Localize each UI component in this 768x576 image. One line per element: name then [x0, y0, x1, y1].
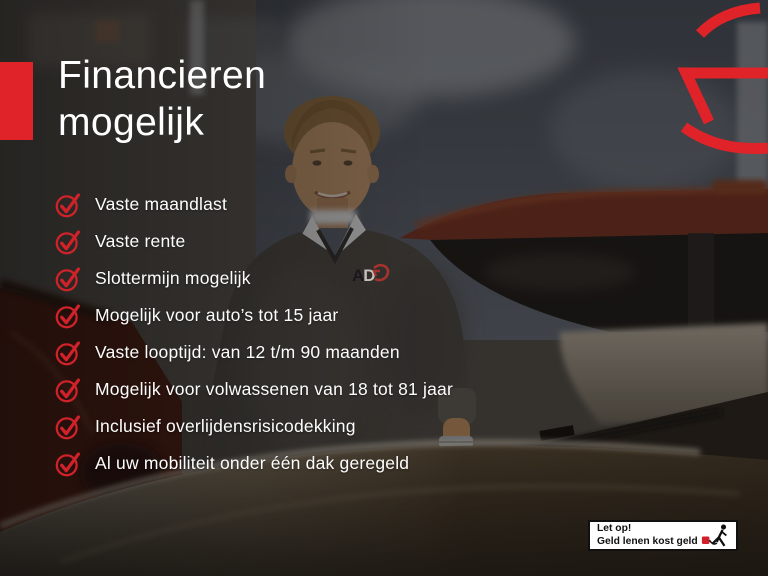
benefits-list	[55, 186, 453, 482]
check-icon	[55, 191, 82, 218]
check-icon	[55, 228, 82, 255]
list-item	[55, 260, 453, 297]
list-item-label: Vaste rente	[95, 231, 186, 251]
list-item-label: Inclusief overlijdensrisicodekking	[95, 416, 356, 436]
list-item	[55, 334, 453, 371]
list-item-label: Al uw mobiliteit onder één dak geregeld	[95, 453, 410, 473]
check-icon	[55, 450, 82, 477]
list-item	[55, 186, 453, 223]
credit-warning-line2: Geld lenen kost geld	[597, 535, 698, 547]
list-item-label: Slottermijn mogelijk	[95, 268, 251, 288]
list-item	[55, 408, 453, 445]
check-icon	[55, 413, 82, 440]
list-item-label: Mogelijk voor auto’s tot 15 jaar	[95, 305, 339, 325]
brand-logo-partial-icon	[656, 0, 768, 160]
list-item	[55, 445, 453, 482]
list-item	[55, 297, 453, 334]
title-line-1: Financieren	[58, 54, 267, 97]
check-icon	[55, 339, 82, 366]
credit-warning-line1: Let op!	[597, 522, 632, 534]
title-line-2: mogelijk	[58, 101, 205, 144]
red-accent-bar	[0, 62, 33, 140]
list-item-label: Vaste maandlast	[95, 194, 228, 214]
list-item	[55, 371, 453, 408]
check-icon	[55, 376, 82, 403]
list-item	[55, 223, 453, 260]
check-icon	[55, 302, 82, 329]
list-item-label: Mogelijk voor volwassenen van 18 tot 81 jaar	[95, 379, 454, 399]
debt-warning-icon	[700, 522, 732, 549]
credit-warning-box	[588, 520, 738, 551]
chest-logo-letter-a: A	[352, 266, 365, 285]
list-item-label: Vaste looptijd: van 12 t/m 90 maanden	[95, 342, 400, 362]
check-icon	[55, 265, 82, 292]
credit-warning-text	[597, 523, 698, 549]
chest-logo-letter-d: D	[363, 266, 376, 285]
page-title	[58, 52, 266, 146]
